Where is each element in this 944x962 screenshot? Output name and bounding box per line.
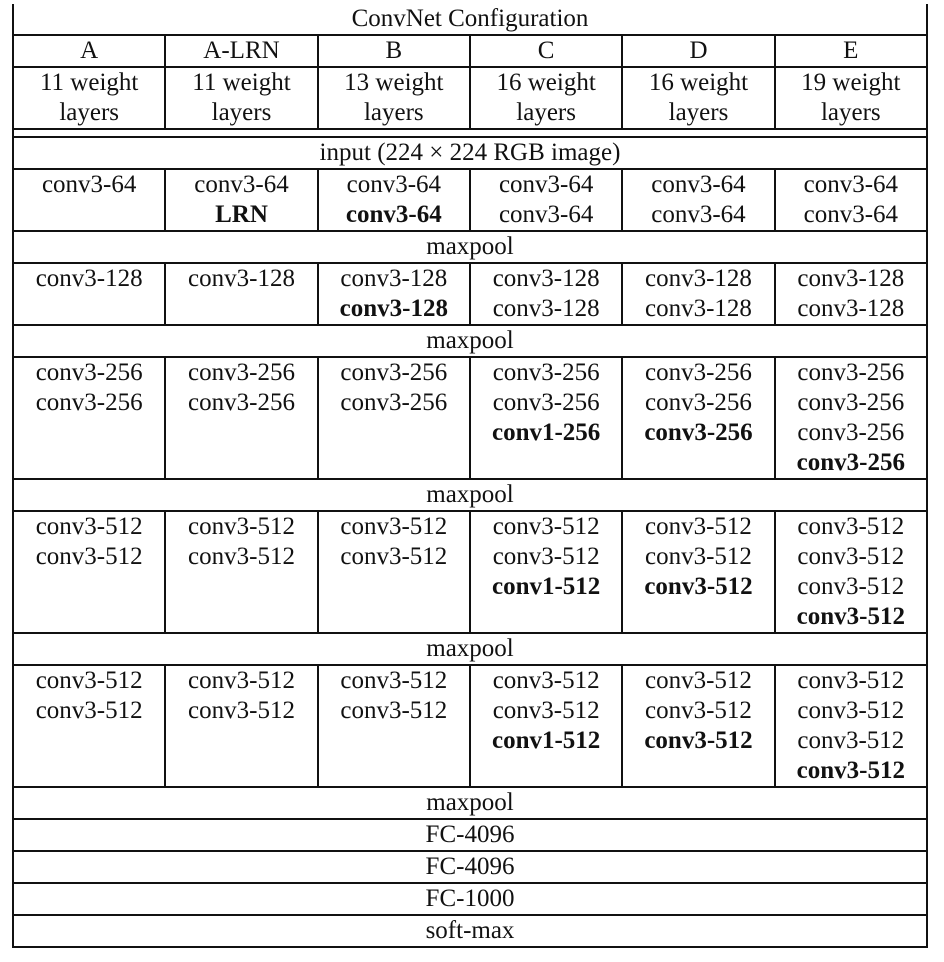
input-label: input (224 × 224 RGB image)	[13, 137, 927, 169]
block-cell	[318, 263, 470, 325]
block-cell	[622, 665, 774, 787]
layer-entry: conv3-128	[797, 295, 905, 322]
weight-unit: layers	[211, 99, 272, 126]
maxpool-label: maxpool	[13, 787, 927, 819]
layer-entry: conv3-512	[188, 543, 295, 570]
layer-entry: conv3-512	[796, 757, 905, 784]
conv-block-5-row	[13, 665, 927, 787]
layer-entry: conv1-512	[491, 727, 601, 754]
layer-entry: conv3-256	[797, 419, 905, 446]
layer-entry: conv3-512	[645, 697, 752, 724]
layer-entry: conv3-512	[188, 697, 295, 724]
weight-layers-row	[13, 67, 927, 129]
weight-count: 11 weight	[39, 69, 139, 96]
table-title: ConvNet Configuration	[13, 4, 927, 35]
layer-entry: conv3-128	[339, 295, 448, 322]
block-cell	[470, 263, 622, 325]
block-cell	[775, 665, 927, 787]
layer-entry: conv3-512	[797, 697, 905, 724]
conv-block-1-row	[13, 169, 927, 231]
layer-entry: conv3-256	[492, 359, 600, 386]
block-cell	[622, 511, 774, 633]
layer-entry: conv3-256	[797, 389, 905, 416]
maxpool-label: maxpool	[13, 479, 927, 511]
column-header-a-lrn: A-LRN	[165, 35, 317, 67]
block-cell	[165, 511, 317, 633]
layer-entry: conv3-512	[797, 667, 905, 694]
layer-entry: conv3-256	[188, 359, 295, 386]
block-cell	[13, 357, 165, 479]
block-cell	[470, 357, 622, 479]
block-cell	[622, 169, 774, 231]
layer-entry: conv3-512	[492, 667, 600, 694]
layer-entry: conv3-64	[346, 171, 442, 198]
maxpool-row-2	[13, 325, 927, 357]
layer-entry: conv3-64	[345, 201, 442, 228]
layer-entry: conv3-64	[498, 171, 594, 198]
block-cell	[318, 357, 470, 479]
weight-layers-a	[13, 67, 165, 129]
maxpool-row-3	[13, 479, 927, 511]
layer-entry: conv3-256	[340, 389, 448, 416]
layer-entry: conv1-256	[491, 419, 601, 446]
conv-block-3-row	[13, 357, 927, 479]
layer-entry: conv3-256	[645, 389, 752, 416]
block-cell	[13, 263, 165, 325]
block-cell	[165, 169, 317, 231]
layer-entry: conv3-128	[35, 265, 143, 292]
layer-entry: conv3-512	[797, 543, 905, 570]
layer-entry: conv3-128	[645, 265, 752, 292]
layer-entry: conv3-512	[492, 513, 600, 540]
layer-entry: conv3-512	[35, 513, 143, 540]
column-header-e: E	[775, 35, 927, 67]
column-header-c: C	[470, 35, 622, 67]
block-cell	[165, 357, 317, 479]
section-gap	[13, 129, 927, 137]
layer-entry: conv3-512	[797, 573, 905, 600]
weight-unit: layers	[668, 99, 729, 126]
layer-entry: conv3-512	[188, 667, 295, 694]
weight-unit: layers	[516, 99, 576, 126]
layer-entry: conv3-512	[797, 513, 905, 540]
weight-layers-a-lrn	[165, 67, 317, 129]
layer-entry: conv3-64	[803, 201, 899, 228]
weight-count: 11 weight	[192, 69, 291, 96]
block-cell	[13, 665, 165, 787]
weight-layers-d	[622, 67, 774, 129]
layer-entry: conv3-256	[644, 419, 753, 446]
maxpool-row-1	[13, 231, 927, 263]
layer-entry: conv3-128	[492, 265, 600, 292]
layer-entry: conv3-64	[651, 171, 746, 198]
block-cell	[775, 169, 927, 231]
fc-layer-label: FC-4096	[13, 851, 927, 883]
block-cell	[165, 263, 317, 325]
layer-entry: conv3-512	[35, 697, 143, 724]
fc-layer-label: FC-4096	[13, 819, 927, 851]
layer-entry: conv3-512	[796, 603, 905, 630]
weight-unit: layers	[59, 99, 120, 126]
block-cell	[318, 169, 470, 231]
fc-row-1	[13, 819, 927, 851]
layer-entry: conv3-512	[797, 727, 905, 754]
layer-entry: conv3-256	[188, 389, 295, 416]
block-cell	[622, 263, 774, 325]
column-header-a: A	[13, 35, 165, 67]
block-cell	[470, 169, 622, 231]
layer-entry: conv3-512	[645, 513, 752, 540]
layer-entry: conv3-512	[35, 543, 143, 570]
layer-entry: conv3-512	[340, 667, 448, 694]
layer-entry: conv1-512	[491, 573, 601, 600]
layer-entry: conv3-256	[796, 449, 905, 476]
layer-entry: conv3-64	[194, 171, 289, 198]
layer-entry: conv3-512	[35, 667, 143, 694]
weight-count: 16 weight	[648, 69, 749, 96]
weight-unit: layers	[363, 99, 424, 126]
layer-entry: conv3-128	[340, 265, 448, 292]
layer-entry: conv3-256	[797, 359, 905, 386]
block-cell	[318, 511, 470, 633]
layer-entry: conv3-64	[803, 171, 899, 198]
layer-entry: conv3-512	[645, 667, 752, 694]
layer-entry: conv3-256	[645, 359, 752, 386]
layer-entry: conv3-128	[492, 295, 600, 322]
layer-entry: conv3-512	[340, 513, 448, 540]
layer-entry: conv3-512	[644, 573, 753, 600]
layer-entry: conv3-64	[41, 171, 137, 198]
conv-block-2-row	[13, 263, 927, 325]
block-cell	[470, 511, 622, 633]
weight-count: 13 weight	[344, 69, 444, 96]
layer-entry: conv3-256	[35, 389, 143, 416]
block-cell	[165, 665, 317, 787]
conv-block-4-row	[13, 511, 927, 633]
layer-entry: conv3-512	[492, 543, 600, 570]
layer-entry: conv3-256	[492, 389, 600, 416]
convnet-configuration-table	[12, 4, 928, 948]
softmax-row	[13, 915, 927, 947]
column-header-b: B	[318, 35, 470, 67]
layer-entry: LRN	[215, 201, 268, 228]
block-cell	[318, 665, 470, 787]
column-header-d: D	[622, 35, 774, 67]
weight-layers-b	[318, 67, 470, 129]
maxpool-label: maxpool	[13, 633, 927, 665]
weight-layers-e	[775, 67, 927, 129]
table-title-row	[13, 4, 927, 35]
maxpool-label: maxpool	[13, 325, 927, 357]
block-cell	[13, 511, 165, 633]
fc-row-2	[13, 851, 927, 883]
fc-row-3	[13, 883, 927, 915]
column-header-row	[13, 35, 927, 67]
fc-layer-label: FC-1000	[13, 883, 927, 915]
layer-entry: conv3-64	[651, 201, 746, 228]
softmax-label: soft-max	[13, 915, 927, 947]
convnet-configuration-table-wrapper	[12, 4, 928, 948]
section-gap-cell	[13, 129, 927, 137]
layer-entry: conv3-512	[645, 543, 752, 570]
weight-unit: layers	[820, 99, 881, 126]
layer-entry: conv3-512	[644, 727, 753, 754]
maxpool-row-5	[13, 787, 927, 819]
weight-count: 16 weight	[496, 69, 596, 96]
layer-entry: conv3-128	[797, 265, 905, 292]
block-cell	[775, 357, 927, 479]
layer-entry: conv3-512	[492, 697, 600, 724]
layer-entry: conv3-512	[340, 697, 448, 724]
maxpool-label: maxpool	[13, 231, 927, 263]
layer-entry: conv3-128	[645, 295, 752, 322]
block-cell	[470, 665, 622, 787]
layer-entry: conv3-512	[188, 513, 295, 540]
block-cell	[622, 357, 774, 479]
weight-layers-c	[470, 67, 622, 129]
layer-entry: conv3-256	[340, 359, 448, 386]
block-cell	[13, 169, 165, 231]
layer-entry: conv3-128	[188, 265, 295, 292]
layer-entry: conv3-64	[498, 201, 594, 228]
weight-count: 19 weight	[801, 69, 901, 96]
layer-entry: conv3-256	[35, 359, 143, 386]
maxpool-row-4	[13, 633, 927, 665]
block-cell	[775, 263, 927, 325]
layer-entry: conv3-512	[340, 543, 448, 570]
block-cell	[775, 511, 927, 633]
input-row	[13, 137, 927, 169]
